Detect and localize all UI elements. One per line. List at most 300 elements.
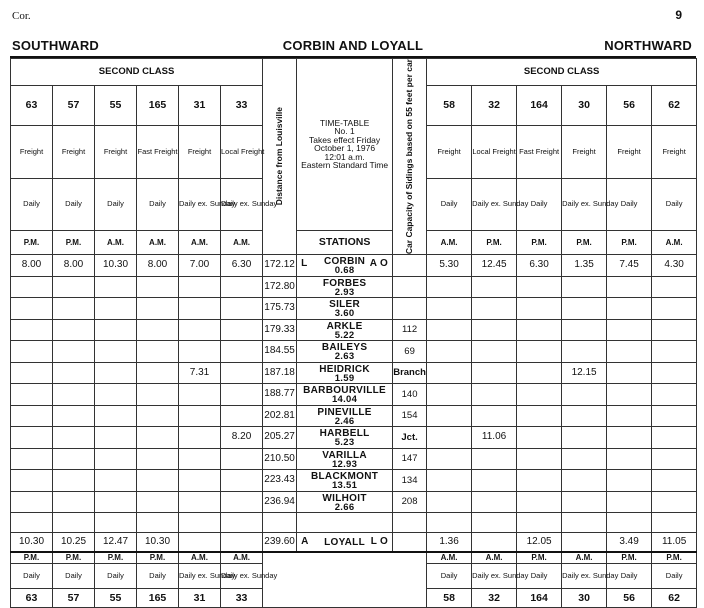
train-time: [95, 448, 137, 470]
train-number: 62: [652, 86, 697, 126]
train-time: [11, 341, 53, 363]
station-cell: [297, 276, 393, 298]
train-class: Freight: [11, 126, 53, 178]
train-time: [221, 470, 263, 492]
train-number: 55: [95, 589, 137, 608]
station-name: BLACKMONT: [311, 471, 379, 483]
train-time: [137, 491, 179, 513]
train-ampm: P.M.: [607, 552, 652, 564]
station-cell: [297, 341, 393, 363]
train-time: [221, 319, 263, 341]
train-time: [607, 319, 652, 341]
train-time: [95, 405, 137, 427]
station-next-distance: 5.22: [334, 329, 355, 341]
train-time: [179, 448, 221, 470]
train-time: [137, 341, 179, 363]
train-time: [472, 491, 517, 513]
station-row: [11, 384, 697, 406]
train-time: [652, 384, 697, 406]
station-name: HARBELL: [319, 428, 370, 440]
train-time: [53, 427, 95, 449]
train-ampm: P.M.: [652, 552, 697, 564]
train-time: [517, 491, 562, 513]
train-time: [472, 319, 517, 341]
station-row: [11, 532, 697, 552]
train-time: [179, 319, 221, 341]
train-time: [607, 384, 652, 406]
train-ampm: A.M.: [427, 552, 472, 564]
train-time: [11, 470, 53, 492]
station-cell: [297, 513, 393, 533]
siding-capacity: 154: [393, 405, 427, 427]
train-time: [607, 341, 652, 363]
train-time: [427, 276, 472, 298]
train-time: 7.45: [607, 255, 652, 277]
train-class: Local Freight: [472, 126, 517, 178]
station-distance: 205.27: [263, 427, 297, 449]
train-time: 8.00: [137, 255, 179, 277]
siding-capacity: 147: [393, 448, 427, 470]
train-time: [137, 470, 179, 492]
train-time: [607, 405, 652, 427]
station-distance: 188.77: [263, 384, 297, 406]
train-time: [562, 448, 607, 470]
station-distance: [263, 513, 297, 533]
train-time: [427, 405, 472, 427]
train-time: [95, 341, 137, 363]
station-name: HEIDRICK: [319, 363, 370, 375]
train-time: [137, 427, 179, 449]
train-number: 63: [11, 86, 53, 126]
train-time: [427, 319, 472, 341]
train-time: [427, 491, 472, 513]
train-time: 8.20: [221, 427, 263, 449]
train-class: Freight: [607, 126, 652, 178]
train-days: Daily ex. Sunday: [562, 564, 607, 589]
footer-spacer: [263, 552, 427, 608]
siding-capacity: 134: [393, 470, 427, 492]
timetable-info-line: Takes effect Friday: [308, 134, 381, 145]
train-time: [427, 298, 472, 320]
train-time: [179, 532, 221, 552]
capacity-header-text: Car Capacity of Sidings based on 55 feet per car: [404, 59, 415, 255]
train-days: Daily ex. Sunday: [562, 178, 607, 230]
train-number: 165: [137, 86, 179, 126]
train-ampm: P.M.: [472, 230, 517, 254]
train-time: [427, 513, 472, 533]
siding-capacity: [393, 255, 427, 277]
train-time: [562, 427, 607, 449]
train-time: [427, 341, 472, 363]
train-ampm: P.M.: [562, 230, 607, 254]
train-time: [472, 513, 517, 533]
train-time: [95, 384, 137, 406]
train-time: 10.30: [95, 255, 137, 277]
station-left-mark: A: [301, 535, 309, 547]
timetable-info-line: Eastern Standard Time: [301, 160, 389, 171]
station-right-mark: A O: [369, 258, 389, 270]
corner-label: Cor.: [12, 10, 31, 22]
train-number: 165: [137, 589, 179, 608]
train-time: [607, 470, 652, 492]
train-time: [607, 513, 652, 533]
train-days: Daily: [95, 564, 137, 589]
train-time: [137, 405, 179, 427]
train-time: [137, 362, 179, 384]
train-time: [652, 362, 697, 384]
train-time: [472, 276, 517, 298]
train-days: Daily: [137, 564, 179, 589]
station-row: [11, 513, 697, 533]
station-cell: [297, 298, 393, 320]
station-row: [11, 341, 697, 363]
train-time: [562, 513, 607, 533]
train-time: [517, 405, 562, 427]
train-time: [179, 341, 221, 363]
siding-capacity: Branch: [393, 362, 427, 384]
train-time: [179, 470, 221, 492]
train-time: [95, 427, 137, 449]
train-time: [562, 470, 607, 492]
train-time: [221, 513, 263, 533]
siding-capacity: [393, 513, 427, 533]
train-time: 11.06: [472, 427, 517, 449]
station-cell: [297, 362, 393, 384]
train-time: [53, 298, 95, 320]
train-time: [221, 448, 263, 470]
siding-capacity: 208: [393, 491, 427, 513]
train-time: [607, 362, 652, 384]
train-time: [221, 298, 263, 320]
train-time: [95, 298, 137, 320]
train-time: [517, 427, 562, 449]
train-time: 12.05: [517, 532, 562, 552]
train-class: Fast Freight: [517, 126, 562, 178]
train-time: [517, 384, 562, 406]
train-time: [53, 341, 95, 363]
station-cell: [297, 405, 393, 427]
train-time: [53, 470, 95, 492]
train-days: Daily ex. Sunday: [221, 564, 263, 589]
train-time: [53, 362, 95, 384]
train-time: [517, 513, 562, 533]
train-number: 31: [179, 86, 221, 126]
station-cell: [297, 470, 393, 492]
siding-capacity: [393, 276, 427, 298]
train-days: Daily: [517, 564, 562, 589]
train-days: Daily ex. Sunday: [472, 178, 517, 230]
train-time: [53, 448, 95, 470]
train-time: [11, 276, 53, 298]
train-time: [95, 362, 137, 384]
train-class: Freight: [95, 126, 137, 178]
station-name: LOYALL: [324, 537, 366, 549]
station-row: [11, 448, 697, 470]
train-number: 58: [427, 86, 472, 126]
page-number: 9: [675, 8, 682, 22]
train-time: [11, 384, 53, 406]
train-ampm: A.M.: [472, 552, 517, 564]
train-time: 6.30: [221, 255, 263, 277]
train-class: Fast Freight: [137, 126, 179, 178]
train-ampm: A.M.: [562, 552, 607, 564]
train-time: 12.15: [562, 362, 607, 384]
station-next-distance: 3.60: [334, 308, 355, 320]
train-time: [137, 513, 179, 533]
train-time: [53, 491, 95, 513]
station-cell: [297, 384, 393, 406]
train-number: 32: [472, 589, 517, 608]
timetable-info: [297, 59, 393, 231]
station-next-distance: 2.66: [334, 501, 355, 513]
train-ampm: P.M.: [11, 230, 53, 254]
train-time: [179, 427, 221, 449]
train-time: [517, 448, 562, 470]
train-time: [652, 319, 697, 341]
train-time: 4.30: [652, 255, 697, 277]
station-distance: 202.81: [263, 405, 297, 427]
station-next-distance: 13.51: [331, 480, 358, 492]
train-time: [179, 384, 221, 406]
train-time: [221, 405, 263, 427]
train-ampm: A.M.: [221, 552, 263, 564]
train-number: 58: [427, 589, 472, 608]
distance-header: [263, 59, 297, 255]
train-days: Daily ex. Sunday: [179, 564, 221, 589]
train-ampm: P.M.: [137, 552, 179, 564]
station-row: [11, 298, 697, 320]
station-row: [11, 255, 697, 277]
train-time: 3.49: [607, 532, 652, 552]
train-time: [137, 319, 179, 341]
train-number: 164: [517, 589, 562, 608]
train-ampm: A.M.: [221, 230, 263, 254]
train-ampm: P.M.: [607, 230, 652, 254]
train-ampm: A.M.: [652, 230, 697, 254]
train-time: [517, 470, 562, 492]
train-time: 8.00: [53, 255, 95, 277]
train-class: Freight: [53, 126, 95, 178]
timetable-info-line: TIME-TABLE: [319, 117, 370, 128]
station-distance: 236.94: [263, 491, 297, 513]
train-days: Daily ex. Sunday: [221, 178, 263, 230]
train-days: Daily: [137, 178, 179, 230]
train-time: [137, 384, 179, 406]
station-distance: 172.80: [263, 276, 297, 298]
train-time: [652, 470, 697, 492]
train-time: [517, 362, 562, 384]
train-time: [562, 532, 607, 552]
train-time: [607, 298, 652, 320]
train-time: [53, 405, 95, 427]
train-time: [652, 341, 697, 363]
train-number: 56: [607, 589, 652, 608]
train-time: [221, 384, 263, 406]
train-class: Freight: [562, 126, 607, 178]
train-time: [607, 276, 652, 298]
train-number: 33: [221, 589, 263, 608]
train-ampm: P.M.: [53, 230, 95, 254]
train-time: [562, 384, 607, 406]
train-time: [562, 276, 607, 298]
station-distance: 239.60: [263, 532, 297, 552]
siding-capacity: [393, 532, 427, 552]
stations-header: STATIONS: [297, 230, 393, 254]
train-time: [427, 362, 472, 384]
station-next-distance: 2.93: [334, 286, 355, 298]
train-time: [95, 491, 137, 513]
train-days: Daily: [427, 564, 472, 589]
train-ampm: A.M.: [95, 230, 137, 254]
page-header: [0, 0, 704, 36]
train-time: [652, 427, 697, 449]
train-class: Freight: [427, 126, 472, 178]
station-name: SILER: [329, 299, 361, 311]
train-time: [221, 532, 263, 552]
station-name: BAILEYS: [321, 342, 368, 354]
train-number: 57: [53, 86, 95, 126]
distance-header-text: Distance from Louisville: [274, 107, 285, 206]
train-ampm: P.M.: [11, 552, 53, 564]
siding-capacity: 69: [393, 341, 427, 363]
train-class: Local Freight: [221, 126, 263, 178]
southward-title: SOUTHWARD: [12, 38, 100, 53]
train-time: 10.30: [11, 532, 53, 552]
station-name: FORBES: [322, 277, 367, 289]
timetable: [10, 58, 697, 608]
station-distance: 184.55: [263, 341, 297, 363]
train-time: [427, 470, 472, 492]
station-distance: 179.33: [263, 319, 297, 341]
station-next-distance: 14.04: [331, 394, 358, 406]
station-row: [11, 276, 697, 298]
train-time: [95, 513, 137, 533]
station-next-distance: 5.23: [334, 437, 355, 449]
station-next-distance: 0.68: [334, 265, 355, 277]
station-cell: [297, 491, 393, 513]
train-time: [179, 298, 221, 320]
train-time: [562, 491, 607, 513]
train-time: 12.47: [95, 532, 137, 552]
train-ampm: P.M.: [53, 552, 95, 564]
train-time: [427, 448, 472, 470]
train-time: [11, 491, 53, 513]
train-time: [517, 298, 562, 320]
train-time: [11, 298, 53, 320]
siding-capacity: 140: [393, 384, 427, 406]
train-time: [652, 298, 697, 320]
station-cell: [297, 319, 393, 341]
station-row: [11, 405, 697, 427]
train-number: 55: [95, 86, 137, 126]
station-next-distance: 1.59: [334, 372, 355, 384]
train-time: [652, 448, 697, 470]
train-time: [472, 341, 517, 363]
train-time: [427, 427, 472, 449]
train-number: 57: [53, 589, 95, 608]
timetable-info-line: 12:01 a.m.: [324, 151, 365, 162]
station-name: ARKLE: [326, 320, 363, 332]
station-distance: 187.18: [263, 362, 297, 384]
train-ampm: A.M.: [179, 552, 221, 564]
train-number: 62: [652, 589, 697, 608]
siding-capacity: Jct.: [393, 427, 427, 449]
train-ampm: P.M.: [517, 230, 562, 254]
train-days: Daily: [652, 564, 697, 589]
line-title: CORBIN AND LOYALL: [282, 38, 424, 53]
train-time: [95, 470, 137, 492]
station-cell: [297, 255, 393, 277]
train-ampm: A.M.: [427, 230, 472, 254]
station-next-distance: 2.63: [334, 351, 355, 363]
train-number: 30: [562, 86, 607, 126]
train-days: Daily ex. Sunday: [472, 564, 517, 589]
train-time: [562, 319, 607, 341]
train-time: [53, 384, 95, 406]
train-time: 10.25: [53, 532, 95, 552]
station-row: [11, 470, 697, 492]
train-time: [137, 448, 179, 470]
north-second-class: SECOND CLASS: [427, 59, 697, 86]
timetable-info-line: October 1, 1976: [314, 143, 376, 154]
train-time: 1.35: [562, 255, 607, 277]
station-name: PINEVILLE: [317, 406, 372, 418]
train-days: Daily: [11, 178, 53, 230]
train-time: [221, 362, 263, 384]
train-time: [517, 341, 562, 363]
siding-capacity: 112: [393, 319, 427, 341]
train-time: [472, 405, 517, 427]
train-time: [562, 341, 607, 363]
siding-capacity: [393, 298, 427, 320]
station-next-distance: 2.46: [334, 415, 355, 427]
train-class: Freight: [179, 126, 221, 178]
train-time: [221, 341, 263, 363]
station-name: [297, 522, 392, 524]
train-days: Daily: [517, 178, 562, 230]
station-row: [11, 427, 697, 449]
train-time: [179, 513, 221, 533]
train-number: 63: [11, 589, 53, 608]
train-number: 32: [472, 86, 517, 126]
train-time: [11, 405, 53, 427]
station-cell: [297, 448, 393, 470]
station-right-mark: L O: [370, 535, 389, 547]
train-time: [652, 276, 697, 298]
train-time: 11.05: [652, 532, 697, 552]
train-time: [179, 276, 221, 298]
train-time: [11, 319, 53, 341]
train-time: [53, 319, 95, 341]
train-time: [221, 276, 263, 298]
train-time: [472, 298, 517, 320]
station-row: [11, 491, 697, 513]
train-time: [607, 491, 652, 513]
train-time: [517, 319, 562, 341]
train-time: [221, 491, 263, 513]
station-name: WILHOIT: [322, 492, 367, 504]
train-days: Daily: [607, 564, 652, 589]
train-time: 5.30: [427, 255, 472, 277]
station-distance: 172.12: [263, 255, 297, 277]
train-ampm: A.M.: [137, 230, 179, 254]
train-time: [137, 276, 179, 298]
station-name: VARILLA: [322, 449, 367, 461]
train-time: 6.30: [517, 255, 562, 277]
train-time: [472, 448, 517, 470]
train-time: [652, 513, 697, 533]
train-number: 33: [221, 86, 263, 126]
